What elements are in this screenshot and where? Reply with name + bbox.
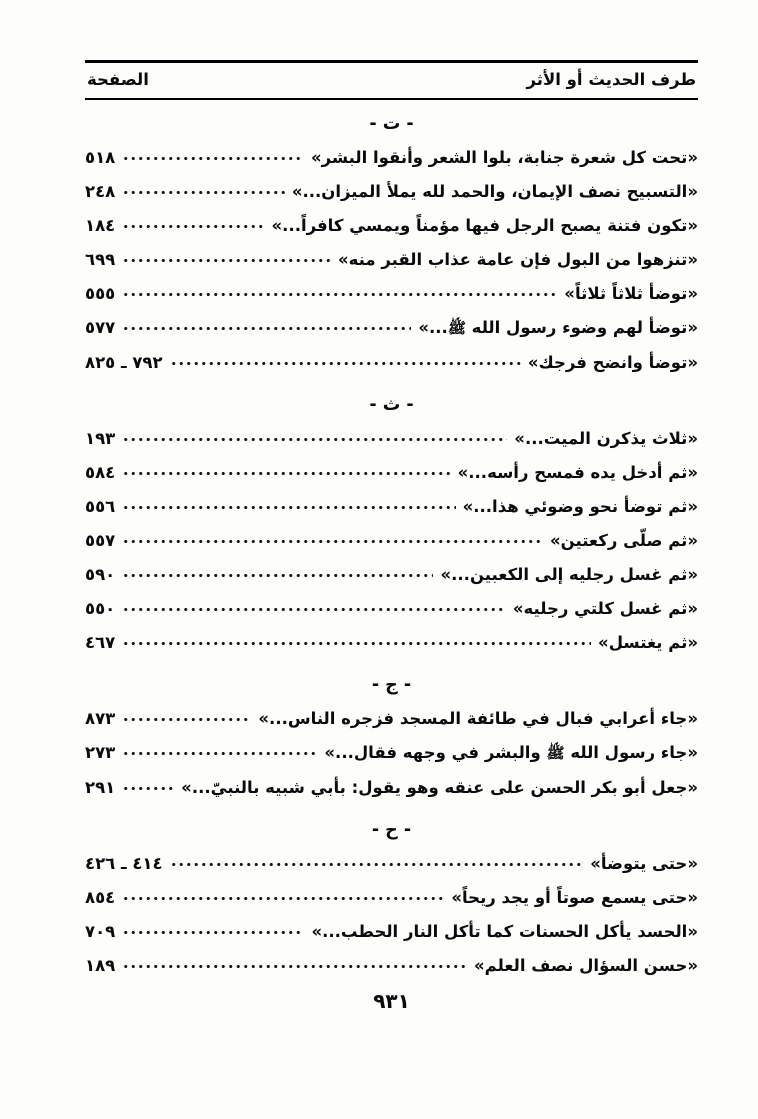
toc-entry-text: «ثم غسل كلتي رجليه» — [512, 599, 698, 618]
toc-entry-text: «توضأ وانضح فرجك» — [527, 353, 698, 372]
dot-leader — [122, 154, 304, 163]
toc-entry-row — [85, 249, 698, 270]
toc-entry-page-number: ٥٥٧ — [85, 531, 116, 550]
toc-entry-text: «تنزهوا من البول فإن عامة عذاب القبر منه» — [338, 250, 698, 269]
toc-entry-row — [85, 742, 698, 764]
toc-entry-page-number: ٥١٨ — [85, 148, 116, 167]
toc-section — [85, 395, 698, 653]
toc-entry-text: «تحت كل شعرة جنابة، بلوا الشعر وأنقوا البشر» — [310, 148, 698, 167]
toc-entry-text: «جاء رسول الله ﷺ والبشر في وجهه فقال...» — [324, 743, 698, 762]
dot-leader — [122, 537, 543, 546]
toc-entry-row — [85, 352, 698, 373]
dot-leader — [122, 290, 557, 299]
toc-sections — [85, 114, 698, 976]
dot-leader — [122, 894, 444, 903]
toc-entry-page-number: ٥٥٦ — [85, 497, 116, 516]
header-title: طرف الحديث أو الأثر — [526, 70, 696, 89]
toc-entry-row — [85, 283, 698, 304]
toc-entry-page-number: ٨٥٤ — [85, 888, 116, 907]
toc-entry-text: «تكون فتنة يصبح الرجل فيها مؤمناً ويمسي كافراً...» — [271, 216, 698, 235]
toc-entry-text: «جاء أعرابي فبال في طائفة المسجد فزجره الناس...» — [258, 709, 698, 728]
section-letter-heading: - ح - — [371, 820, 412, 840]
page-header — [85, 60, 698, 100]
dot-leader — [122, 928, 304, 937]
dot-leader — [122, 639, 591, 648]
toc-entry-row — [85, 632, 698, 653]
dot-leader — [122, 256, 331, 265]
dot-leader — [122, 222, 264, 231]
toc-entry-page-number: ٧٠٩ — [85, 922, 116, 941]
toc-entry-text: «الحسد يأكل الحسنات كما تأكل النار الحطب...» — [311, 922, 698, 941]
dot-leader — [170, 860, 584, 869]
toc-entry-row — [85, 215, 698, 236]
header-page-label: الصفحة — [87, 70, 149, 89]
dot-leader — [122, 435, 507, 444]
toc-entry-row — [85, 496, 698, 517]
toc-entry-page-number: ٧٩٢ ـ ٨٢٥ — [85, 353, 163, 372]
toc-entry-row — [85, 530, 698, 551]
toc-entry-page-number: ٥٥٥ — [85, 284, 116, 303]
toc-entry-row — [85, 317, 698, 339]
toc-entry-text: «ثلاث يذكرن الميت...» — [514, 429, 698, 448]
section-letter-heading: - ث - — [369, 395, 414, 415]
toc-entry-text: «توضأ ثلاثاً ثلاثاً» — [564, 284, 698, 303]
toc-entry-text: «حتى يتوضأ» — [590, 854, 698, 873]
salawat-honorific: ﷺ — [546, 744, 565, 762]
toc-entry-page-number: ١٨٤ — [85, 216, 116, 235]
toc-section — [85, 820, 698, 976]
toc-entry-row — [85, 147, 698, 168]
dot-leader — [122, 784, 174, 793]
toc-entry-text: «ثم توضأ نحو وضوئي هذا...» — [462, 497, 698, 516]
section-letter-heading: - ج - — [371, 675, 412, 695]
toc-entry-page-number: ٤١٤ ـ ٤٢٦ — [85, 854, 163, 873]
toc-entry-text: «ثم غسل رجليه إلى الكعبين...» — [440, 565, 698, 584]
toc-section — [85, 114, 698, 373]
dot-leader — [122, 188, 285, 197]
toc-entry-row — [85, 777, 698, 798]
dot-leader — [122, 749, 317, 758]
toc-entry-text: «حتى يسمع صوتاً أو يجد ريحاً» — [451, 888, 698, 907]
section-letter-heading: - ت - — [369, 114, 414, 134]
page-content — [85, 60, 698, 1013]
toc-entry-row — [85, 708, 698, 729]
toc-entry-text: «حسن السؤال نصف العلم» — [474, 956, 698, 975]
toc-entry-text: «ثم يغتسل» — [598, 633, 698, 652]
toc-entry-page-number: ٢٩١ — [85, 778, 116, 797]
toc-entry-page-number: ٥٨٤ — [85, 463, 116, 482]
toc-entry-page-number: ٨٧٣ — [85, 709, 116, 728]
toc-entry-text: «ثم أدخل يده فمسح رأسه...» — [457, 463, 698, 482]
toc-entry-text: «ثم صلّى ركعتين» — [549, 531, 698, 550]
dot-leader — [122, 605, 506, 614]
toc-entry-text: «توضأ لهم وضوء رسول الله ﷺ...» — [418, 318, 698, 337]
toc-entry-text: «التسبيح نصف الإيمان، والحمد لله يملأ الميزان...» — [291, 182, 698, 201]
dot-leader — [122, 962, 467, 971]
toc-entry-page-number: ٢٧٣ — [85, 743, 116, 762]
toc-entry-page-number: ١٩٣ — [85, 429, 116, 448]
dot-leader — [170, 359, 521, 368]
toc-entry-row — [85, 887, 698, 908]
toc-entry-row — [85, 598, 698, 619]
toc-entry-row — [85, 181, 698, 202]
toc-entry-row — [85, 955, 698, 976]
toc-entry-page-number: ٢٤٨ — [85, 182, 116, 201]
toc-entry-row — [85, 921, 698, 942]
toc-entry-text: «جعل أبو بكر الحسن على عنقه وهو يقول: بأبي شبيه بالنبيّ...» — [181, 778, 698, 797]
dot-leader — [122, 503, 455, 512]
toc-section — [85, 675, 698, 798]
dot-leader — [122, 324, 411, 333]
toc-entry-row — [85, 428, 698, 449]
page-footer-number: ٩٣١ — [373, 989, 410, 1013]
dot-leader — [122, 469, 450, 478]
toc-entry-page-number: ٦٩٩ — [85, 250, 116, 269]
toc-entry-row — [85, 462, 698, 483]
dot-leader — [122, 571, 433, 580]
toc-entry-row — [85, 853, 698, 874]
toc-entry-page-number: ١٨٩ — [85, 956, 116, 975]
toc-entry-page-number: ٥٧٧ — [85, 318, 116, 337]
toc-entry-page-number: ٥٥٠ — [85, 599, 116, 618]
salawat-honorific: ﷺ — [447, 319, 466, 337]
toc-entry-page-number: ٥٩٠ — [85, 565, 116, 584]
toc-entry-row — [85, 564, 698, 585]
toc-entry-page-number: ٤٦٧ — [85, 633, 116, 652]
dot-leader — [122, 715, 251, 724]
